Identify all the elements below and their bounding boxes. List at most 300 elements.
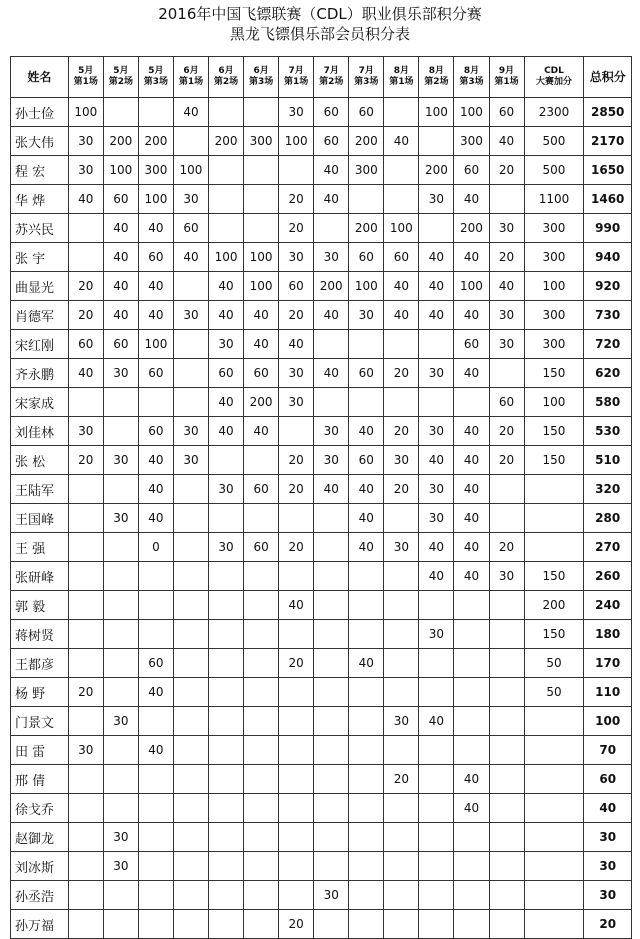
score-cell: 20 (68, 272, 103, 301)
score-cell: 40 (314, 156, 349, 185)
table-row (11, 591, 632, 620)
score-cell: 50 (524, 649, 584, 678)
total-score: 940 (584, 243, 632, 272)
score-cell (173, 359, 208, 388)
score-cell (419, 214, 454, 243)
score-cell: 20 (489, 446, 524, 475)
score-cell (103, 98, 138, 127)
table-row (11, 127, 632, 156)
score-cell (419, 591, 454, 620)
score-cell (173, 765, 208, 794)
score-cell (384, 156, 419, 185)
score-cell: 100 (103, 156, 138, 185)
points-table (10, 56, 632, 939)
member-name: 孙士俭 (11, 98, 69, 127)
score-cell (489, 678, 524, 707)
score-cell: 60 (173, 214, 208, 243)
score-cell (314, 736, 349, 765)
score-cell: 20 (279, 649, 314, 678)
score-cell (384, 678, 419, 707)
score-cell (314, 649, 349, 678)
score-cell: 30 (68, 736, 103, 765)
score-cell (138, 620, 173, 649)
score-cell (524, 823, 584, 852)
score-cell (173, 330, 208, 359)
score-cell: 40 (419, 562, 454, 591)
score-cell: 30 (419, 475, 454, 504)
score-cell (314, 533, 349, 562)
score-cell: 30 (314, 446, 349, 475)
score-cell: 30 (209, 475, 244, 504)
score-cell (244, 562, 279, 591)
score-cell (209, 562, 244, 591)
score-cell (244, 765, 279, 794)
member-name: 杨 野 (11, 678, 69, 707)
score-cell (244, 214, 279, 243)
score-cell: 500 (524, 127, 584, 156)
score-cell: 40 (489, 272, 524, 301)
score-cell (209, 98, 244, 127)
score-cell: 40 (244, 417, 279, 446)
score-cell: 40 (138, 504, 173, 533)
header-total: 总积分 (584, 57, 632, 98)
score-cell: 60 (349, 446, 384, 475)
score-cell (489, 794, 524, 823)
score-cell: 100 (68, 98, 103, 127)
score-cell (419, 823, 454, 852)
score-cell: 30 (279, 359, 314, 388)
score-cell: 40 (209, 417, 244, 446)
score-cell: 150 (524, 446, 584, 475)
score-cell (489, 649, 524, 678)
score-cell: 40 (138, 678, 173, 707)
score-cell: 30 (384, 707, 419, 736)
total-score: 110 (584, 678, 632, 707)
table-row (11, 98, 632, 127)
score-cell: 20 (384, 359, 419, 388)
score-cell: 40 (454, 533, 489, 562)
score-cell: 30 (279, 98, 314, 127)
score-cell (209, 823, 244, 852)
score-cell (384, 823, 419, 852)
member-name: 徐戈乔 (11, 794, 69, 823)
score-cell (244, 910, 279, 939)
score-cell: 40 (138, 301, 173, 330)
score-cell (314, 794, 349, 823)
table-row (11, 185, 632, 214)
score-cell: 40 (454, 504, 489, 533)
score-cell: 150 (524, 562, 584, 591)
score-cell (314, 214, 349, 243)
score-cell (314, 823, 349, 852)
score-cell: 40 (419, 243, 454, 272)
score-cell (68, 562, 103, 591)
score-cell: 60 (384, 243, 419, 272)
header-round: 8月 第1场 (384, 57, 419, 98)
header-round: 5月 第3场 (138, 57, 173, 98)
member-name: 张研峰 (11, 562, 69, 591)
header-round: 7月 第2场 (314, 57, 349, 98)
member-name: 赵御龙 (11, 823, 69, 852)
score-cell: 200 (419, 156, 454, 185)
member-name: 孙丞浩 (11, 881, 69, 910)
member-name: 田 雷 (11, 736, 69, 765)
score-cell: 30 (314, 881, 349, 910)
score-cell (524, 765, 584, 794)
score-cell (524, 475, 584, 504)
score-cell: 20 (279, 446, 314, 475)
score-cell: 40 (314, 185, 349, 214)
score-cell (68, 852, 103, 881)
score-cell: 60 (279, 272, 314, 301)
member-name: 程 宏 (11, 156, 69, 185)
score-cell (173, 388, 208, 417)
table-row (11, 910, 632, 939)
score-cell: 40 (454, 417, 489, 446)
score-cell: 40 (244, 330, 279, 359)
table-row (11, 156, 632, 185)
score-cell (209, 446, 244, 475)
score-cell: 40 (419, 446, 454, 475)
score-cell: 60 (244, 359, 279, 388)
score-cell: 200 (209, 127, 244, 156)
score-cell (138, 562, 173, 591)
score-cell: 40 (454, 794, 489, 823)
score-cell: 40 (68, 185, 103, 214)
table-row (11, 649, 632, 678)
score-cell (384, 562, 419, 591)
score-cell: 300 (524, 330, 584, 359)
score-cell: 300 (524, 301, 584, 330)
score-cell: 40 (349, 417, 384, 446)
score-cell (419, 330, 454, 359)
score-cell: 2300 (524, 98, 584, 127)
score-cell (138, 823, 173, 852)
score-cell (384, 504, 419, 533)
score-cell (244, 156, 279, 185)
score-cell: 40 (384, 272, 419, 301)
member-name: 刘冰斯 (11, 852, 69, 881)
score-cell (384, 98, 419, 127)
score-cell (454, 852, 489, 881)
score-cell: 20 (68, 678, 103, 707)
table-row (11, 794, 632, 823)
score-cell: 200 (349, 127, 384, 156)
score-cell: 200 (314, 272, 349, 301)
member-name: 孙万福 (11, 910, 69, 939)
score-cell (103, 620, 138, 649)
total-score: 240 (584, 591, 632, 620)
total-score: 990 (584, 214, 632, 243)
score-cell (103, 562, 138, 591)
score-cell (279, 562, 314, 591)
score-cell: 100 (209, 243, 244, 272)
score-cell (349, 823, 384, 852)
score-cell (103, 417, 138, 446)
score-cell: 100 (454, 272, 489, 301)
header-round: 6月 第2场 (209, 57, 244, 98)
score-cell: 40 (279, 330, 314, 359)
score-cell (454, 620, 489, 649)
score-cell: 60 (209, 359, 244, 388)
score-cell (349, 881, 384, 910)
score-cell: 30 (103, 359, 138, 388)
score-cell: 40 (454, 446, 489, 475)
score-cell (209, 156, 244, 185)
score-cell (489, 620, 524, 649)
score-cell: 40 (209, 301, 244, 330)
score-cell: 300 (454, 127, 489, 156)
score-cell: 40 (138, 475, 173, 504)
table-row (11, 533, 632, 562)
score-cell (68, 533, 103, 562)
score-cell: 150 (524, 359, 584, 388)
score-cell: 60 (349, 359, 384, 388)
score-cell: 30 (314, 243, 349, 272)
score-cell (138, 794, 173, 823)
score-cell (244, 736, 279, 765)
score-cell: 40 (384, 301, 419, 330)
table-row (11, 301, 632, 330)
header-name: 姓名 (11, 57, 69, 98)
score-cell (138, 852, 173, 881)
score-cell: 40 (419, 272, 454, 301)
total-score: 320 (584, 475, 632, 504)
score-cell: 40 (209, 272, 244, 301)
score-cell (244, 707, 279, 736)
header-round: 5月 第1场 (68, 57, 103, 98)
score-cell (314, 562, 349, 591)
score-cell (489, 504, 524, 533)
score-cell (524, 794, 584, 823)
score-cell: 40 (138, 736, 173, 765)
score-cell (244, 446, 279, 475)
score-cell (173, 127, 208, 156)
score-cell (68, 910, 103, 939)
score-cell (103, 736, 138, 765)
total-score: 580 (584, 388, 632, 417)
score-cell: 40 (314, 359, 349, 388)
score-cell: 30 (489, 301, 524, 330)
score-cell (103, 881, 138, 910)
score-cell: 30 (173, 301, 208, 330)
header-round: 5月 第2场 (103, 57, 138, 98)
score-cell (173, 562, 208, 591)
score-cell (209, 881, 244, 910)
total-score: 20 (584, 910, 632, 939)
score-cell (384, 881, 419, 910)
score-cell (314, 852, 349, 881)
score-cell (419, 127, 454, 156)
score-cell (454, 388, 489, 417)
score-cell (384, 620, 419, 649)
score-cell: 150 (524, 620, 584, 649)
score-cell (314, 504, 349, 533)
score-cell (244, 591, 279, 620)
header-round: 8月 第3场 (454, 57, 489, 98)
score-cell: 60 (489, 98, 524, 127)
table-row (11, 678, 632, 707)
table-body (11, 98, 632, 939)
score-cell: 40 (419, 533, 454, 562)
score-cell (173, 823, 208, 852)
table-row (11, 881, 632, 910)
score-cell: 20 (279, 910, 314, 939)
score-cell (524, 881, 584, 910)
score-cell: 300 (524, 214, 584, 243)
score-cell: 200 (524, 591, 584, 620)
score-cell: 40 (384, 127, 419, 156)
score-cell: 60 (454, 156, 489, 185)
score-cell: 30 (349, 301, 384, 330)
score-cell (454, 910, 489, 939)
score-cell: 100 (244, 243, 279, 272)
score-cell (454, 707, 489, 736)
score-cell: 40 (349, 475, 384, 504)
header-round: CDL 大赛加分 (524, 57, 584, 98)
score-cell: 300 (524, 243, 584, 272)
header-row (11, 57, 632, 98)
table-row (11, 707, 632, 736)
score-cell (314, 388, 349, 417)
score-cell: 40 (454, 185, 489, 214)
score-cell (103, 475, 138, 504)
total-score: 530 (584, 417, 632, 446)
score-cell (68, 649, 103, 678)
score-cell: 300 (244, 127, 279, 156)
member-name: 齐永鹏 (11, 359, 69, 388)
score-cell: 30 (173, 446, 208, 475)
score-cell: 30 (419, 359, 454, 388)
score-cell (454, 881, 489, 910)
member-name: 华 烨 (11, 185, 69, 214)
score-cell (68, 591, 103, 620)
score-cell: 200 (454, 214, 489, 243)
score-cell (349, 591, 384, 620)
score-cell (524, 852, 584, 881)
header-round: 7月 第1场 (279, 57, 314, 98)
score-cell (419, 881, 454, 910)
score-cell (349, 852, 384, 881)
score-cell (209, 591, 244, 620)
score-cell: 20 (489, 533, 524, 562)
score-cell: 100 (454, 98, 489, 127)
score-cell: 30 (279, 243, 314, 272)
total-score: 170 (584, 649, 632, 678)
score-cell: 30 (68, 127, 103, 156)
table-row (11, 330, 632, 359)
score-cell: 100 (279, 127, 314, 156)
score-cell (209, 852, 244, 881)
score-cell (489, 185, 524, 214)
score-cell (173, 881, 208, 910)
score-cell (454, 823, 489, 852)
score-cell (489, 765, 524, 794)
score-cell (209, 649, 244, 678)
score-cell (349, 185, 384, 214)
score-cell (349, 910, 384, 939)
score-cell (279, 156, 314, 185)
score-cell (279, 678, 314, 707)
score-cell (524, 707, 584, 736)
score-cell (173, 736, 208, 765)
score-cell: 30 (103, 504, 138, 533)
score-cell (349, 707, 384, 736)
score-cell: 30 (173, 417, 208, 446)
table-row (11, 765, 632, 794)
score-cell: 20 (489, 243, 524, 272)
header-round: 7月 第3场 (349, 57, 384, 98)
score-cell (419, 736, 454, 765)
score-cell (244, 185, 279, 214)
score-cell: 30 (419, 185, 454, 214)
score-cell (68, 504, 103, 533)
total-score: 1650 (584, 156, 632, 185)
score-cell (103, 649, 138, 678)
total-score: 1460 (584, 185, 632, 214)
score-cell (279, 823, 314, 852)
table-row (11, 823, 632, 852)
score-cell (489, 910, 524, 939)
score-cell (419, 649, 454, 678)
score-cell: 40 (314, 301, 349, 330)
total-score: 260 (584, 562, 632, 591)
score-cell (419, 678, 454, 707)
score-cell (279, 707, 314, 736)
score-cell: 30 (209, 533, 244, 562)
score-cell: 40 (68, 359, 103, 388)
member-name: 张大伟 (11, 127, 69, 156)
score-cell (68, 881, 103, 910)
score-cell: 30 (384, 446, 419, 475)
score-cell (314, 707, 349, 736)
score-cell (173, 272, 208, 301)
score-cell: 20 (384, 475, 419, 504)
score-cell (419, 794, 454, 823)
score-cell: 30 (489, 562, 524, 591)
score-cell (384, 185, 419, 214)
score-cell (68, 620, 103, 649)
header-round: 6月 第3场 (244, 57, 279, 98)
score-cell: 60 (314, 98, 349, 127)
score-cell: 100 (138, 330, 173, 359)
score-cell: 60 (138, 359, 173, 388)
score-cell: 60 (314, 127, 349, 156)
score-cell: 60 (349, 243, 384, 272)
member-name: 郭 毅 (11, 591, 69, 620)
score-cell: 40 (349, 533, 384, 562)
score-cell (209, 736, 244, 765)
score-cell (138, 881, 173, 910)
score-cell (314, 678, 349, 707)
member-name: 王都彦 (11, 649, 69, 678)
total-score: 720 (584, 330, 632, 359)
score-cell (173, 504, 208, 533)
score-cell (209, 504, 244, 533)
total-score: 2170 (584, 127, 632, 156)
score-cell: 100 (419, 98, 454, 127)
score-cell: 40 (173, 98, 208, 127)
score-cell: 20 (384, 765, 419, 794)
score-cell (68, 214, 103, 243)
member-name: 王 强 (11, 533, 69, 562)
member-name: 蒋树贤 (11, 620, 69, 649)
score-cell (349, 388, 384, 417)
score-cell (103, 910, 138, 939)
score-cell: 0 (138, 533, 173, 562)
score-cell (384, 591, 419, 620)
table-row (11, 736, 632, 765)
